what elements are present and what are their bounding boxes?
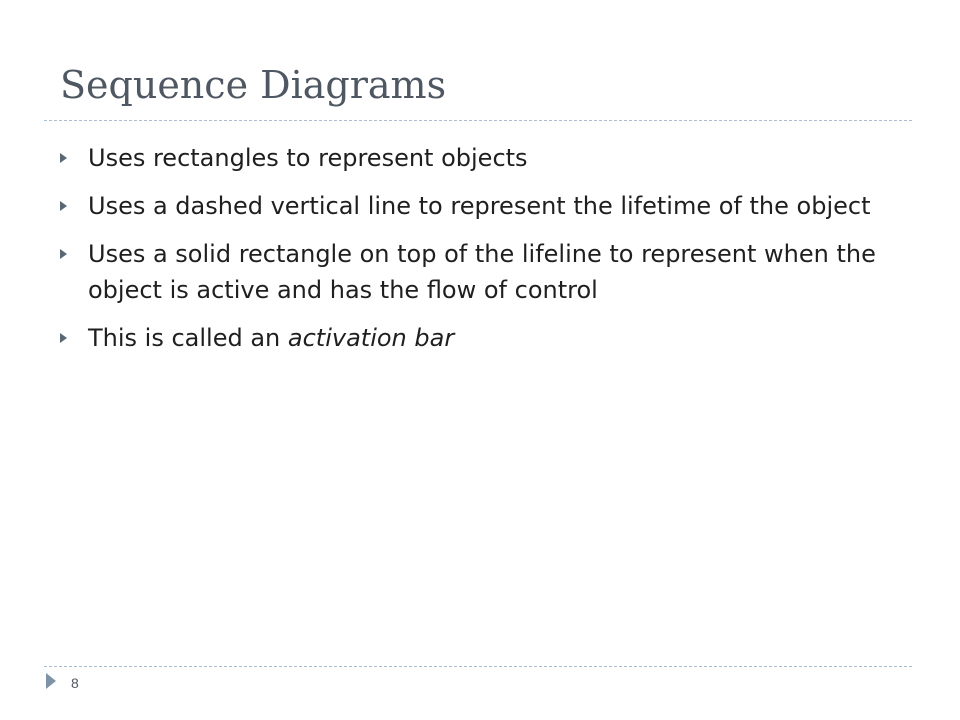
slide-title: Sequence Diagrams — [60, 63, 447, 107]
triangle-bullet-icon — [60, 249, 67, 259]
title-divider — [44, 120, 912, 121]
bullet-item — [58, 188, 898, 224]
bullet-item — [58, 236, 898, 308]
triangle-bullet-icon — [60, 153, 67, 163]
page-number: 8 — [71, 675, 79, 691]
bullet-text-emphasis: activation bar — [287, 324, 455, 352]
footer-divider — [44, 666, 912, 667]
bullet-text: Uses a dashed vertical line to represent the lifetime of the object — [88, 192, 871, 220]
bullet-item — [58, 140, 898, 176]
bullet-list — [58, 140, 898, 368]
triangle-bullet-icon — [60, 201, 67, 211]
bullet-item — [58, 320, 898, 356]
bullet-text: Uses a solid rectangle on top of the lifeline to represent when the object is active and has the flow of control — [88, 240, 876, 304]
bullet-text-prefix: This is called an — [88, 324, 288, 352]
bullet-text: Uses rectangles to represent objects — [88, 144, 528, 172]
triangle-bullet-icon — [60, 333, 67, 343]
footer-triangle-icon — [46, 673, 56, 689]
